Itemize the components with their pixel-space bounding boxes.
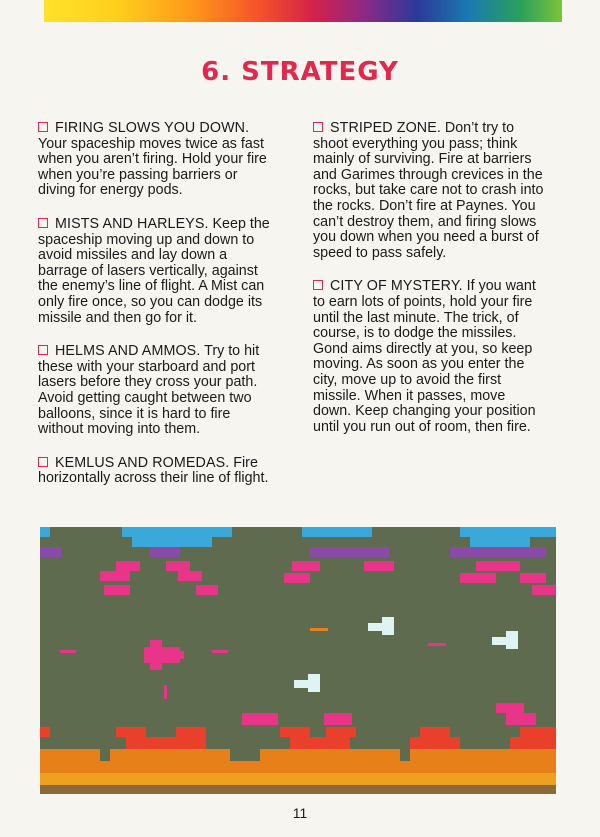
section-mists xyxy=(38,217,270,326)
section-firing xyxy=(38,121,270,199)
checkbox-bullet-icon xyxy=(313,122,323,132)
checkbox-bullet-icon xyxy=(38,345,48,355)
floor-orange-terrain xyxy=(40,749,556,773)
section-helms xyxy=(38,344,270,438)
section-body: Don’t try to shoot everything you pass; think mainly of surviving. Fire at barriers and Garimes through crevices in the rocks, but take care not to crash into the rocks. Don’t fire at Paynes. You can’t destroy them, and firing slows you down when you need a burst of speed to pass safely. xyxy=(313,120,544,261)
floor-yellow-ground xyxy=(40,773,556,785)
section-body: Try to hit these with your starboard and port lasers before they cross your path. Avoid getting caught between two balloons, since it is hard to fire without moving into them. xyxy=(38,343,260,438)
checkbox-bullet-icon xyxy=(38,218,48,228)
section-body: Fire horizontally across their line of flight. xyxy=(38,454,269,487)
rainbow-header-bar xyxy=(44,0,562,22)
section-kemlus xyxy=(38,456,270,487)
section-heading: HELMS AND AMMOS. xyxy=(55,343,201,360)
section-heading: MISTS AND HARLEYS. xyxy=(55,215,209,232)
checkbox-bullet-icon xyxy=(38,122,48,132)
checkbox-bullet-icon xyxy=(38,457,48,467)
left-column xyxy=(38,121,270,505)
checkbox-bullet-icon xyxy=(313,280,323,290)
section-heading: KEMLUS AND ROMEDAS. xyxy=(55,454,230,471)
section-heading: FIRING SLOWS YOU DOWN. xyxy=(55,120,250,136)
page-title: 6. STRATEGY xyxy=(201,57,399,87)
section-striped xyxy=(313,121,545,261)
section-body: Keep the spaceship moving up and down to avoid missiles and lay down a barrage of lasers vertically, against the enemy’s line of flight. A Mist can only fire once, so you can dodge its missile and then go for it. xyxy=(38,215,270,326)
section-heading: STRIPED ZONE. xyxy=(330,120,441,136)
section-heading: CITY OF MYSTERY. xyxy=(330,278,463,295)
floor-shadow xyxy=(40,785,556,794)
section-city xyxy=(313,279,545,435)
section-body: If you want to earn lots of points, hold your fire until the last minute. The trick, of course, is to dodge the missiles. Gond aims directly at you, so keep moving. As soon as you enter the city, move up to avoid the first missile. When it passes, move down. Keep changing your position until you run out of room, then fire. xyxy=(313,278,536,435)
right-column xyxy=(313,121,545,453)
section-body: Your spaceship moves twice as fast when you aren’t firing. Hold your fire when you’re passing barriers or diving for energy pods. xyxy=(38,135,267,199)
page-number: 11 xyxy=(292,805,308,821)
game-screenshot xyxy=(40,527,556,794)
